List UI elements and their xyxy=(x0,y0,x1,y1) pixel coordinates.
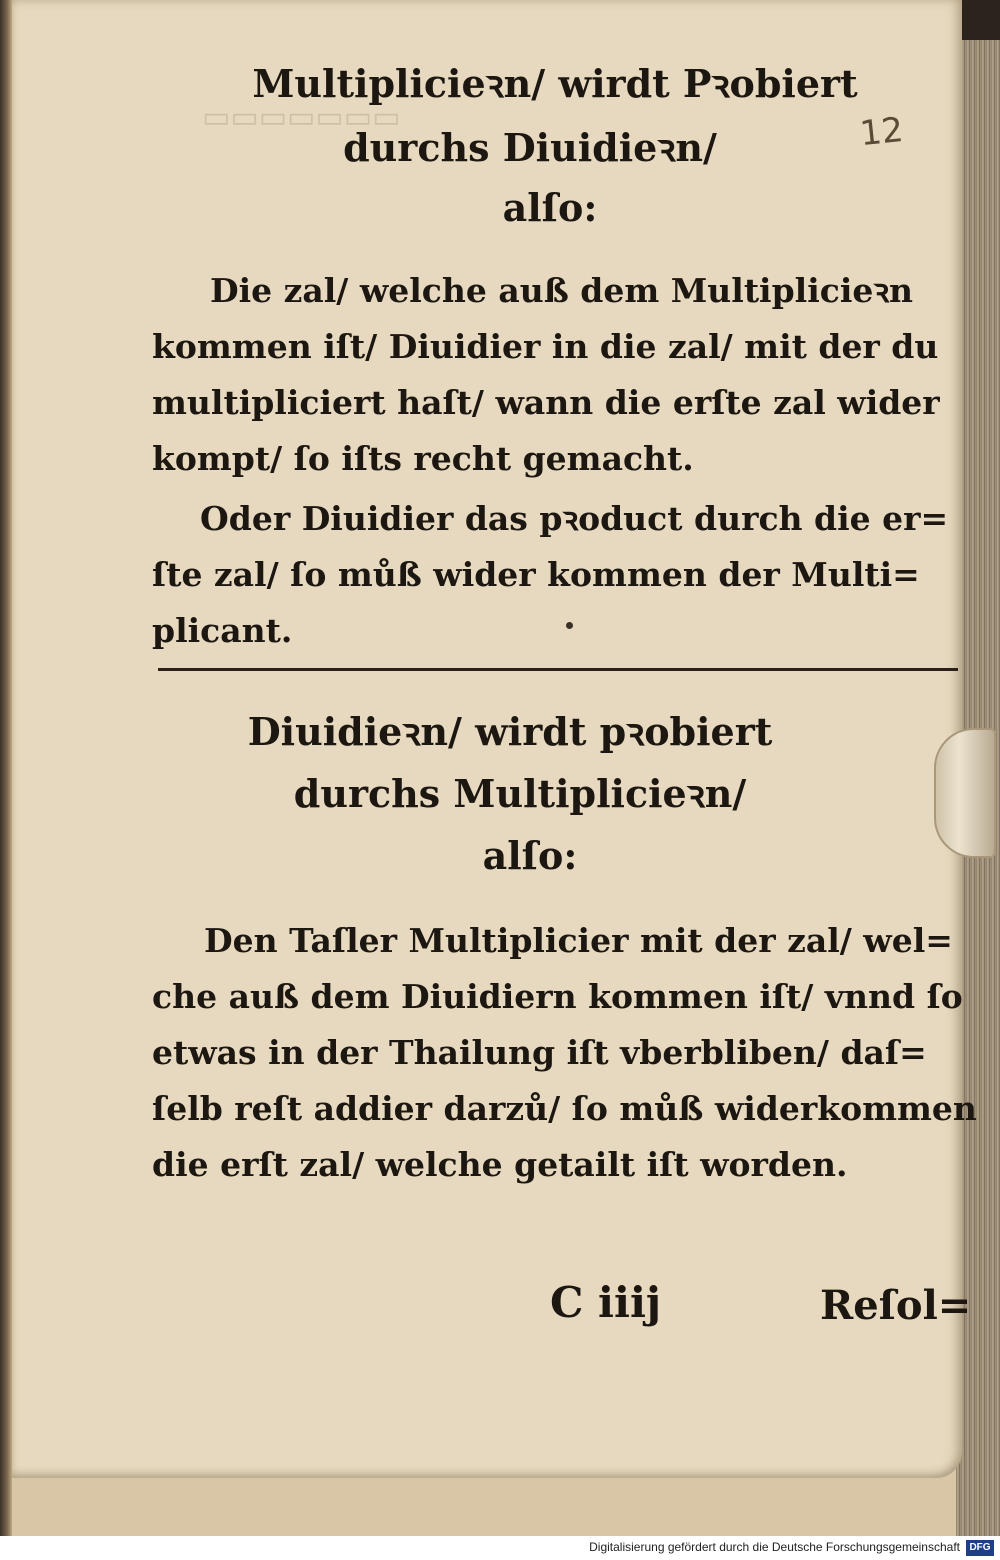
signature-mark: C iiij xyxy=(550,1278,662,1327)
section2-heading-line2: durchs Multiplicieꝛn/ xyxy=(293,771,747,816)
section1-para1-line1: Die zal/ welche auß dem Multiplicieꝛn xyxy=(210,271,914,310)
section1-heading-line1: Multiplicieꝛn/ wirdt Pꝛobiert xyxy=(252,61,858,106)
section2-para-line2: che auß dem Diuidiern kommen iſt/ vnnd ſo xyxy=(152,977,963,1016)
section-divider xyxy=(158,668,958,671)
left-gutter xyxy=(0,0,12,1536)
section2-para-line1: Den Taſler Multiplicier mit der zal/ wel= xyxy=(204,921,953,960)
section1-para2-line3: plicant. xyxy=(152,611,293,650)
page-clip xyxy=(934,728,996,858)
section1-heading-line2: durchs Diuidieꝛn/ xyxy=(343,125,717,170)
section1-para1-line3: multipliciert haſt/ wann die erſte zal wider xyxy=(152,383,940,422)
section1-para1-line4: kompt/ ſo iſts recht gemacht. xyxy=(152,439,694,478)
section1-heading-line3: alſo: xyxy=(502,185,598,230)
section1-para2-line1: Oder Diuidier das pꝛoduct durch die er= xyxy=(200,499,949,538)
section2-para-line5: die erſt zal/ welche getailt iſt worden. xyxy=(152,1145,848,1184)
handwritten-page-number: 12 xyxy=(858,109,906,155)
footer-bar xyxy=(0,1536,1000,1560)
section2-para-line3: etwas in der Thailung iſt vberbliben/ daſ= xyxy=(152,1033,927,1072)
catchword: Reſol= xyxy=(820,1282,972,1329)
ink-dot xyxy=(566,622,573,629)
bleed-through-text: ▭▭▭▭▭▭▭ xyxy=(202,100,401,135)
section2-para-line4: ſelb reſt addier darzů/ ſo můß widerkommen xyxy=(152,1089,977,1128)
footer-credit: Digitalisierung gefördert durch die Deutsche Forschungsgemeinschaft xyxy=(589,1540,960,1554)
section2-heading-line3: alſo: xyxy=(482,833,578,878)
section1-para1-line2: kommen iſt/ Diuidier in die zal/ mit der du xyxy=(152,327,939,366)
section2-heading-line1: Diuidieꝛn/ wirdt pꝛobiert xyxy=(247,709,773,754)
section1-para2-line2: ſte zal/ ſo můß wider kommen der Multi= xyxy=(152,555,920,594)
dfg-logo: DFG xyxy=(966,1540,994,1556)
